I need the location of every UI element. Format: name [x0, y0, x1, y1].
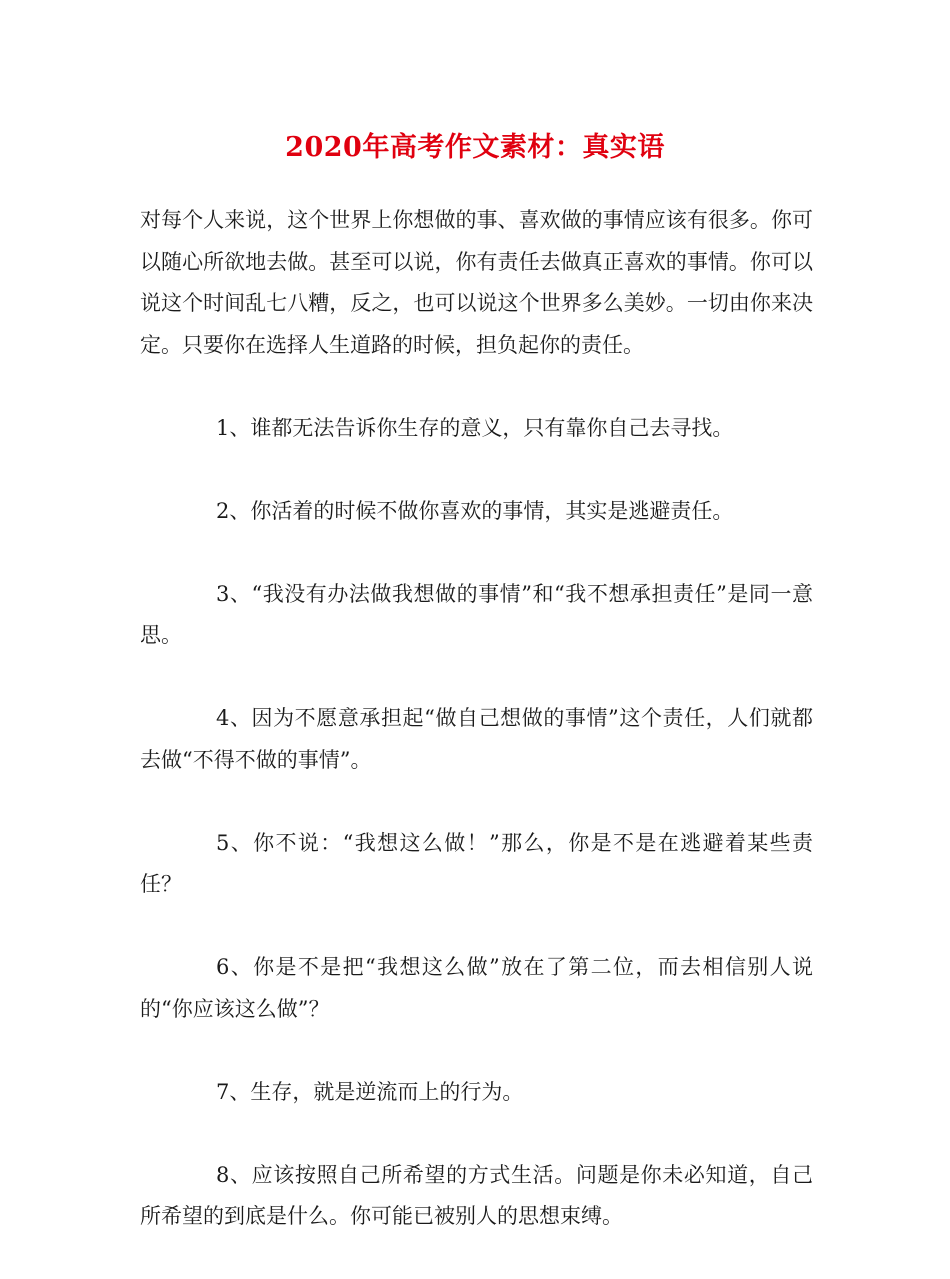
list-item-3: 3、“我没有办法做我想做的事情”和“我不想承担责任”是同一意思。 — [140, 581, 813, 647]
document-title: 2020年高考作文素材：真实语 — [285, 132, 665, 163]
list-item-2: 2、你活着的时候不做你喜欢的事情，其实是逃避责任。 — [216, 498, 734, 523]
list-item-7: 7、生存，就是逆流而上的行为。 — [216, 1079, 524, 1104]
list-item-5: 5、你不说：“我想这么做！”那么，你是不是在逃避着某些责任？ — [140, 830, 813, 896]
document-body — [140, 200, 813, 1279]
list-item-6: 6、你是不是把“我想这么做”放在了第二位，而去相信别人说的“你应该这么做”？ — [140, 955, 813, 1021]
list-item-4: 4、因为不愿意承担起“做自己想做的事情”这个责任，人们就都去做“不得不做的事情”。 — [140, 706, 813, 772]
intro-paragraph: 对每个人来说，这个世界上你想做的事、喜欢做的事情应该有很多。你可以随心所欲地去做。甚至可以说，你有责任去做真正喜欢的事情。你可以说这个时间乱七八糟，反之，也可以说这个世界多么美妙。一切由你来决定。只要你在选择人生道路的时候，担负起你的责任。 — [140, 208, 813, 357]
list-item-8: 8、应该按照自己所希望的方式生活。问题是你未必知道，自己所希望的到底是什么。你可能已被别人的思想束缚。 — [140, 1162, 813, 1228]
list-item-1: 1、谁都无法告诉你生存的意义，只有靠你自己去寻找。 — [216, 415, 734, 440]
